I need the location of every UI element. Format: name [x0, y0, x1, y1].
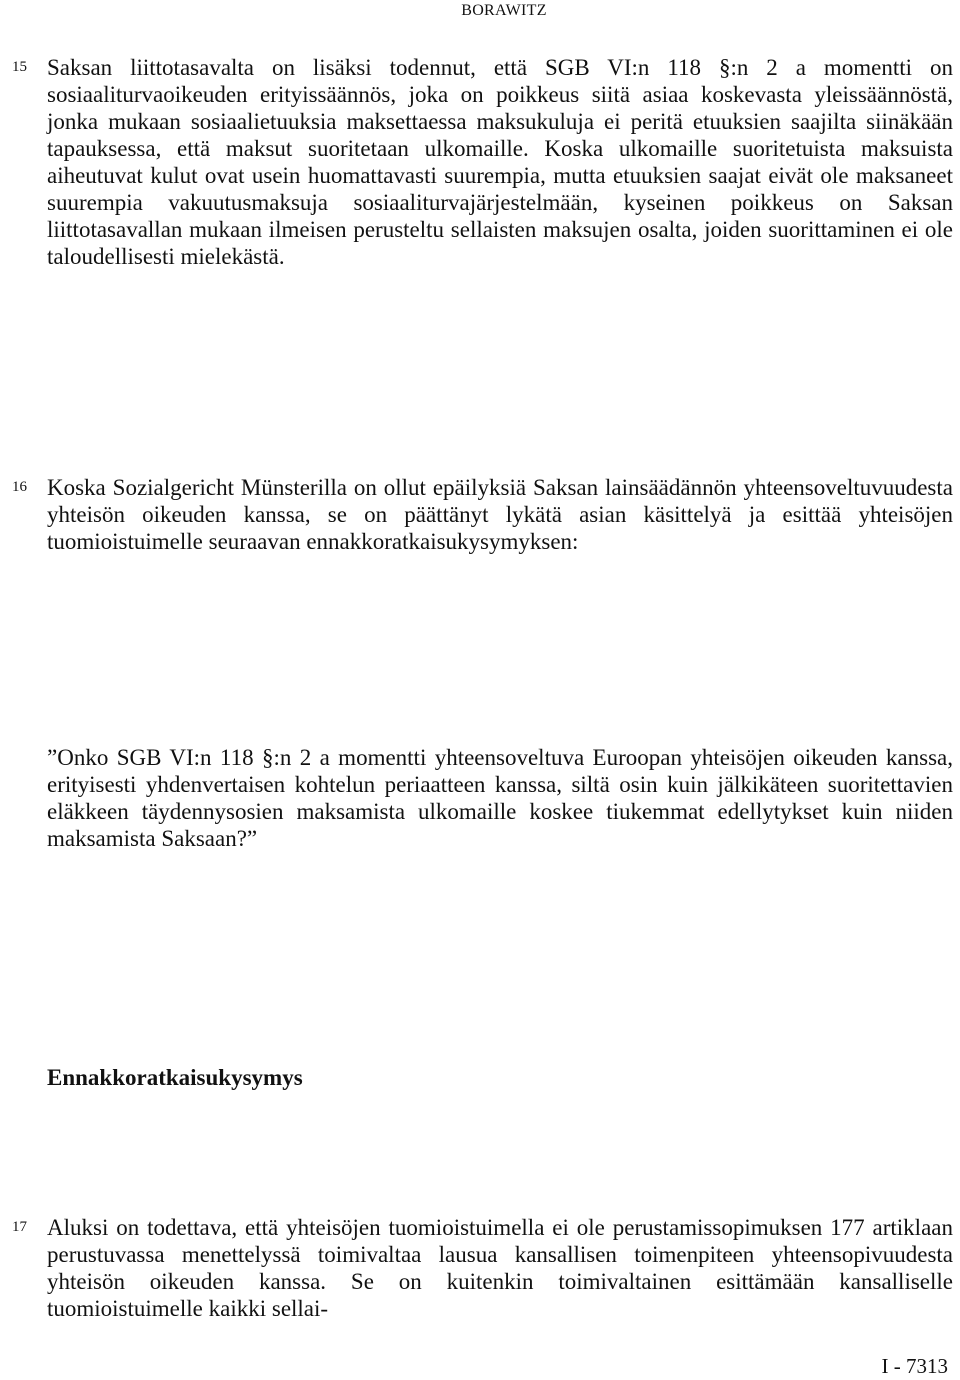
paragraph-number-17: 17 — [12, 1219, 27, 1235]
page-folio: I - 7313 — [881, 1354, 948, 1378]
paragraph-16: Koska Sozialgericht Münsterilla on ollut epäilyksiä Saksan lainsäädännön yhteensoveltuvuudesta yhteisön oikeuden kanssa, se on päättänyt lykätä asian käsittelyä ja esittää yhteisöjen tuomioistuimelle seuraavan ennakkoratkaisukysymyksen: — [47, 475, 953, 554]
running-head: BORAWITZ — [461, 2, 547, 19]
paragraph-15: Saksan liittotasavalta on lisäksi todennut, että SGB VI:n 118 §:n 2 a momentti on sosiaaliturvaoikeuden erityissäännös, joka on poikkeus siitä asiaa koskevasta yleissäännöstä, jonka mukaan sosiaalietuuksia maksettaessa maksukuluja ei peritä etuuksien saajilta siinäkään tapauksessa, että maksut suoritetaan ulkomaille. Koska ulkomaille suoritetuista maksuista aiheutuvat kulut ovat usein huomattavasti suurempia, mutta etuuksien saajat eivät ole maksaneet suurempia vakuutusmaksuja sosiaaliturvajärjestelmään, kyseinen poikkeus on Saksan liittotasavallan mukaan ilmeisen perusteltu sellaisten maksujen osalta, joiden suorittaminen ei ole taloudellisesti mielekästä. — [47, 55, 953, 269]
paragraph-17: Aluksi on todettava, että yhteisöjen tuomioistuimella ei ole perustamissopimuksen 177 artiklaan perustuvassa menettelyssä toimivaltaa lausua kansallisen toimenpiteen yhteensopivuudesta yhteisön oikeuden kanssa. Se on kuitenkin toimivaltainen esittämään kansalliselle tuomioistuimelle kaikki sellai- — [47, 1215, 953, 1321]
referred-question: ”Onko SGB VI:n 118 §:n 2 a momentti yhteensoveltuva Euroopan yhteisöjen oikeuden kanssa, erityisesti yhdenvertaisen kohtelun periaatteen kanssa, siltä osin kuin jälkikäteen suoritettavien eläkkeen täydennysosien maksamista ulkomaille koskee tiukemmat edellytykset kuin niiden maksamista Saksaan?” — [47, 745, 953, 851]
paragraph-number-15: 15 — [12, 59, 27, 75]
section-heading: Ennakkoratkaisukysymys — [47, 1065, 303, 1090]
paragraph-number-16: 16 — [12, 479, 27, 495]
